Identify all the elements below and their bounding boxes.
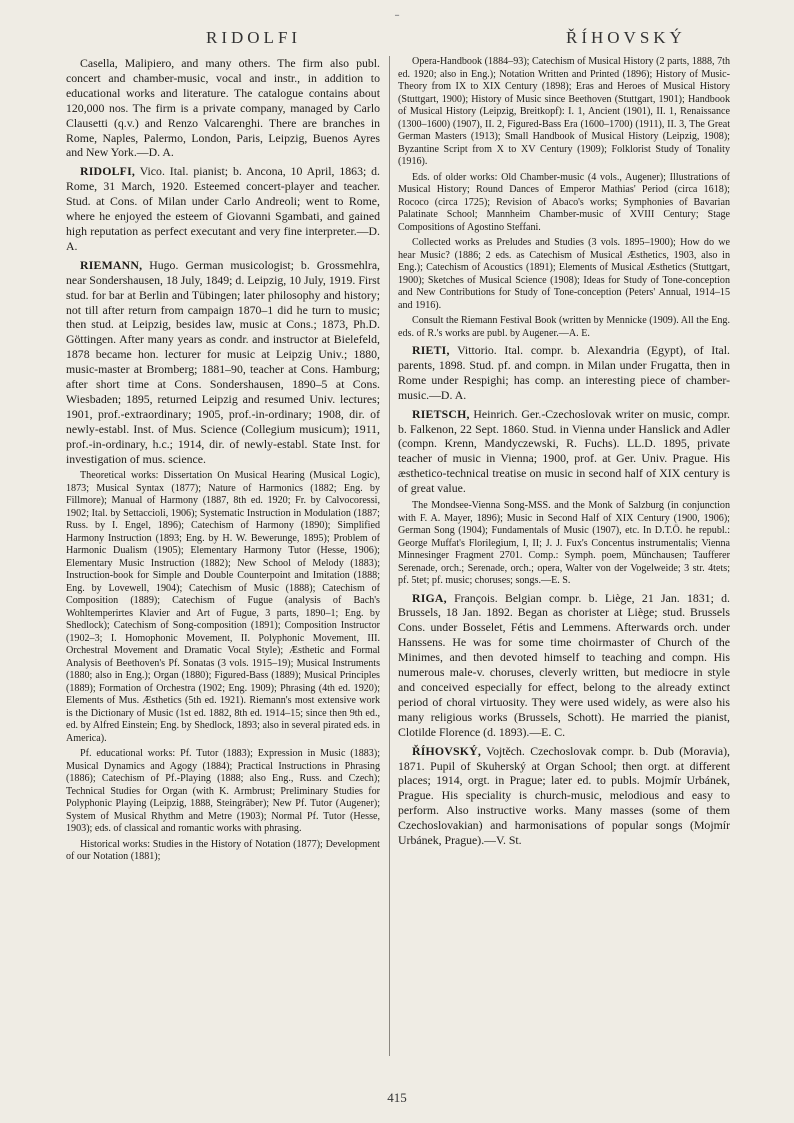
left-column bbox=[66, 56, 380, 1061]
dictionary-entry bbox=[66, 258, 380, 467]
body-paragraph: Casella, Malipiero, and many others. The firm also publ. concert and chamber-music, vocal and instr., in addition to educational works and literature. The catalogue contains about 120,000 nos. The firm is a private company, managed by Carlo Clausetti (q.v.) and Renzo Valcarenghi. There are branches in Rome, Naples, Palermo, London, Paris, Leipzig, Buenos Ayres and New York.—D. A. bbox=[66, 56, 380, 160]
works-list-paragraph: Pf. educational works: Pf. Tutor (1883); Expression in Music (1883); Musical Dynamics and Agogy (1884); Practical Instructions in Phrasing (1886); Catechism of Pf.-Playing (1888; also Eng., Russ. and Czech); Technical Studies for Organ (with K. Armbrust; Preliminary Studies for Polyphonic Playing (Leipzig, 1888, Steingräber); New Pf. Tutor (Augener); System of Musical Rhythm and Metre (1903); Normal Pf. Tutor (Hesse, 1903); eds. of classical and romantic works with phrasing. bbox=[66, 748, 380, 835]
entry-headword: RIETSCH, bbox=[412, 406, 470, 421]
works-list-paragraph: Theoretical works: Dissertation On Musical Hearing (Musical Logic), 1873; Musical Syntax (1877); Nature of Harmonics (1882; Eng. by Fillmore); Manual of Harmony (1887, 8th ed. 1920; Fr. by Calvocoressi, 1902; Ital. by Settaccioli, 1906); Systematic Instruction in Modulation (1887; Russ. by I. Engel, 1896); Catechism of Harmony (1890); Simplified Harmony Instruction (1893; Eng. by H. W. Bewerunge, 1895); Problem of Harmonic Dualism (1905); Elementary Harmony Tutor (Hesse, 1906); Elementary Music Instruction (1882); New School of Melody (1883); Instruction-book for Simple and Double Counterpoint and Imitation (1888; Eng. by Lovewell, 1904); Catechism of Music (1888); Catechism of Composition (1889); Catechism of Fugue (analysis of Bach's Wohltemperirtes Klavier and Art of Fugue, 3 parts, 1890–1; Eng. by Shedlock); Catechism of Song-composition (1891); Composition Instructor (1902–3; I. Homophonic Movement, II. Polyphonic Movement, III. Orchestral Movement and Dramatic Vocal Style); Æsthetic and Formal Analysis of Beethoven's Pf. Sonatas (3 vols. 1915–19); Musical Instruments (1880; also in Eng.); Organ (1880); Figured-Bass (1889); Musical Principles (1889); Formation of Orchestra (1902; Eng. 1909); Phrasing (4th ed. 1920); Elements of Mus. Æsthetics (5th ed. 1921). Riemann's most extensive work is the Dictionary of Music (1st ed. 1882, 8th ed. 1914–15; since then 9th ed., ed. by Alfred Einstein; Eng. by Shedlock, 1893; also in several pirated eds. in America). bbox=[66, 470, 380, 744]
header-left: RIDOLFI bbox=[206, 28, 302, 47]
entry-headword: RIGA, bbox=[412, 590, 447, 605]
works-list-paragraph: Historical works: Studies in the History of Notation (1877); Development of our Notation (1881); bbox=[66, 838, 380, 863]
dictionary-entry bbox=[398, 744, 730, 848]
entry-headword: RIETI, bbox=[412, 343, 450, 357]
works-list-paragraph: Collected works as Preludes and Studies (3 vols. 1895–1900); How do we hear Music? (1886; 2 eds. as Catechism of Musical Æsthetics, 1903, also in Eng.); Catechism of Acoustics (1891); Elements of Musical Æsthetics (Stuttgart, 1900); Sketches of Musical Science (1908); Ideas for Study of Tone-conception and New Contributions for Study of Tone-conception (Peters' Annual, 1914–15 and 1916). bbox=[398, 237, 730, 311]
entry-body: François. Belgian compr. b. Liège, 21 Jan. 1831; d. Brussels, 18 Jan. 1892. Began as chorister at Liège; stud. Brussels Cons. under Bosselet, Fétis and Lemmens. Afterwards orch. under Hanssens. He was for some time choirmaster of Church of the Minimes, and then devoted himself to teaching and compn. His numerous male-v. choruses, cleverly written, but mediocre in style and conceived especially for effect, belong to the already extinct period of choral virtuosity. They were used widely, as were also his many religious works (Brussels, Schott). He married the pianist, Clotilde Florence (d. 1893).—E. C. bbox=[398, 590, 730, 739]
dictionary-entry bbox=[398, 591, 730, 740]
header-right: ŘÍHOVSKÝ bbox=[566, 28, 686, 47]
entry-body: Heinrich. Ger.-Czechoslovak writer on music, compr. b. Falkenon, 22 Sept. 1860. Stud. in Vienna under Hanslick and Adler (compn. Krenn, Mandyczewski, R. Fuchs). LL.D. 1895, private teacher of music in Vienna; 1900, prof. at Ger. Univ. Prague. His æsthetico-technical treatise on music in second half of XIX century is of great value. bbox=[398, 406, 730, 496]
works-list-paragraph: Consult the Riemann Festival Book (written by Mennicke (1909). All the Eng. eds. of R.'s works are publ. by Augener.—A. E. bbox=[398, 315, 730, 339]
entry-body: Hugo. German musicologist; b. Grossmehlra, near Sondershausen, 18 July, 1849; d. Leipzig, 10 July, 1919. First stud. for bar at Berlin and Tübingen; later philosophy and history; not till after return from campaign 1870–1 did he turn to music; then stud. at Leipzig, besides law, music at Cons.; 1873, Ph.D. Göttingen. After many years as condr. and instructor at Bielefeld, 1878 became hon. lecturer for music at Leipzig Univ.; 1880, music-master at Bromberg; 1881–90, teacher at Cons. Hamburg; after short time at Cons. Sondershausen, 1890–5 at Cons. Wiesbaden; 1895, returned Leipzig and resumed Univ. lectures; 1901, prof.-extraordinary; 1905, prof.-in-ordinary; 1908, dir. of newly-establ. Inst. of Mus. Science (Collegium musicum); 1911, prof.-in-ordinary, h.c.; 1914, dir. of newly-establ. State Inst. for investigation of mus. science. bbox=[66, 257, 380, 466]
works-list-paragraph: Opera-Handbook (1884–93); Catechism of Musical History (2 parts, 1888, 7th ed. 1920; also in Eng.); Notation Written and Printed (1896); History of Music-Theory from IX to XIX Century (1898); Eras and Heroes of Musical History (Stuttgart, 1900); History of Music since Beethoven (Stuttgart, 1901); Handbook of Musical History (Leipzig, Breitkopf): I. 1, Ancient (1901), II. 1, Renaissance (1300–1600) (1907), II. 2, Figured-Bass Era (1600–1700) (1911), II. 3, The Great German Masters (1913); Small Handbook of Musical History (Leipzig, 1908); Byzantine Script from X to XV Century (1909); Folklorist Study of Tonality (1916). bbox=[398, 56, 730, 167]
entry-body: Vico. Ital. pianist; b. Ancona, 10 April, 1863; d. Rome, 31 March, 1920. Esteemed concert-player and teacher. Stud. at Cons. of Milan under Carlo Andreoli; went to Rome, where he enjoyed the esteem of Giovanni Sgambati, and gained high reputation as perfect executant and very fine interpreter.—D. A. bbox=[66, 164, 380, 253]
dictionary-entry bbox=[398, 343, 730, 403]
entry-body: Vittorio. Ital. compr. b. Alexandria (Egypt), of Ital. parents, 1898. Stud. pf. and compn. in Milan under Frugatta, then in Rome under Respighi; has comp. an interesting piece of chamber-music.—D. A. bbox=[398, 343, 730, 402]
entry-body: Vojtěch. Czechoslovak compr. b. Dub (Moravia), 1871. Pupil of Skuherský at Organ School; then orgt. at different places; 1914, orgt. in Prague; later ed. to publs. Mojmír Urbánek, Prague. His speciality is church-music, melodious and easy to perform. Also instructive works. Many masses (some of them Czechoslovakian) and harmonisations of popular songs (Mojmír Urbánek, Prague).—V. St. bbox=[398, 743, 730, 848]
dictionary-entry bbox=[66, 164, 380, 253]
entry-headword: ŘÍHOVSKÝ, bbox=[412, 743, 481, 758]
running-header bbox=[66, 24, 742, 54]
entry-headword: RIEMANN, bbox=[80, 257, 143, 272]
right-column bbox=[398, 56, 730, 1061]
top-mark: - bbox=[394, 6, 400, 23]
page-number: 415 bbox=[387, 1090, 407, 1105]
works-list-paragraph: The Mondsee-Vienna Song-MSS. and the Monk of Salzburg (in conjunction with F. A. Mayer, 1896); Music in Second Half of XIX Century (1900, 1906); German Song (1904); Fundamentals of Music (1907), etc. In D.T.Ö. he republ.: George Muffat's Florilegium, I, II; J. J. Fux's Concentus instrumentalis; Vienna Minnesinger Fragment 2701. Comp.: Symph. poem, Münchausen; Taufferer Serenade, orch.; Serenade, orch.; opera, Walter von der Vogelweide; 3 str. 4tets; pf. 5tet; pf. music; choruses; songs.—E. S. bbox=[398, 500, 730, 587]
entry-headword: RIDOLFI, bbox=[80, 164, 136, 179]
works-list-paragraph: Eds. of older works: Old Chamber-music (4 vols., Augener); Illustrations of Musical History; Round Dances of Emperor Mathias' Period (circa 1618); Rococo (circa 1725); Revision of Abaco's works; Symphonies of Bavarian Palatinate School; Mannheim Chamber-music of XVIII Century; Stage Compositions of Agostino Steffani. bbox=[398, 171, 730, 233]
dictionary-entry bbox=[398, 407, 730, 496]
column-divider bbox=[389, 56, 390, 1056]
